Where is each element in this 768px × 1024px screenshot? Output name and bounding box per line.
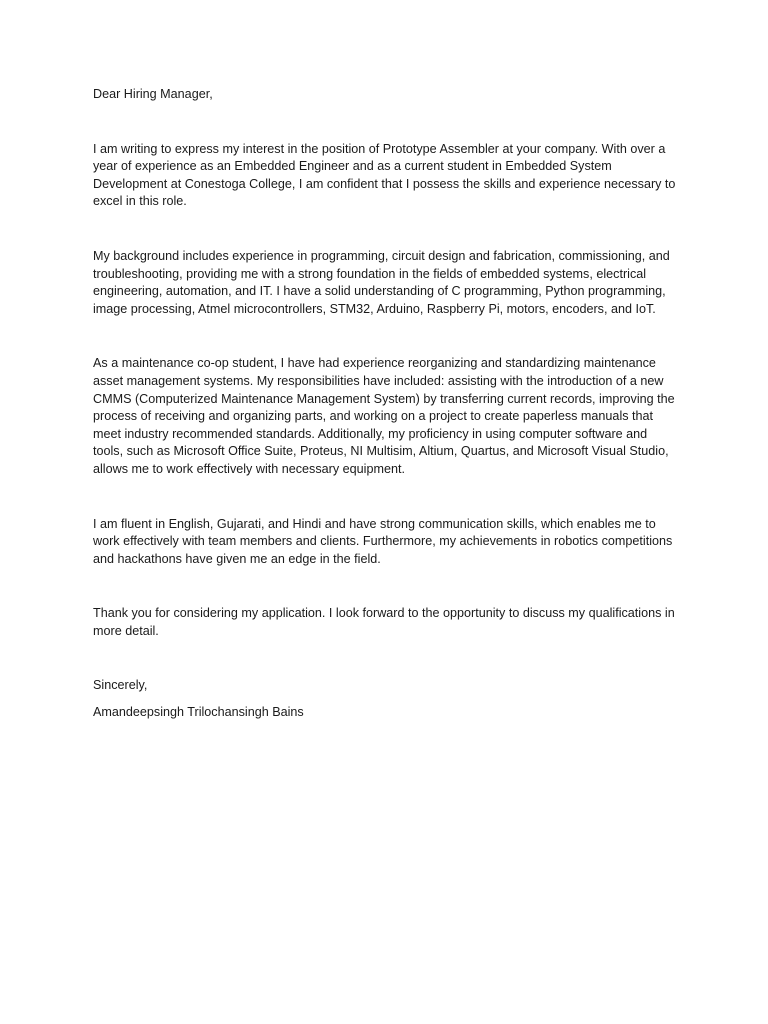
- closing: Sincerely,: [93, 678, 148, 693]
- paragraph-background: My background includes experience in programming, circuit design and fabrication, commissioning, and troubleshooting, providing me with a strong foundation in the fields of embedded systems, electrical engineering, automation, and IT. I have a solid understanding of C programming, Python programming, image processing, Atmel microcontrollers, STM32, Arduino, Raspberry Pi, motors, encoders, and IoT.: [93, 248, 670, 316]
- paragraph-thanks: Thank you for considering my application. I look forward to the opportunity to discuss my qualifications in more detail.: [93, 606, 675, 638]
- cover-letter: [93, 86, 679, 722]
- paragraph-experience: As a maintenance co-op student, I have had experience reorganizing and standardizing maintenance asset management systems. My responsibilities have included: assisting with the introduction of a new CMMS (Computerized Maintenance Management System) by transferring current records, improving the process of receiving and organizing parts, and working on a project to create paperless manuals that meet industry recommended standards. Additionally, my proficiency in using computer software and tools, such as Microsoft Office Suite, Proteus, NI Multisim, Altium, Quartus, and Microsoft Visual Studio, allows me to work effectively with necessary equipment.: [93, 356, 675, 476]
- signature-name: Amandeepsingh Trilochansingh Bains: [93, 705, 304, 720]
- paragraph-languages: I am fluent in English, Gujarati, and Hindi and have strong communication skills, which enables me to work effectively with team members and clients. Furthermore, my achievements in robotics competitions and hackathons have given me an edge in the field.: [93, 516, 673, 566]
- salutation: Dear Hiring Manager,: [93, 87, 213, 101]
- paragraph-intro: I am writing to express my interest in the position of Prototype Assembler at your company. With over a year of experience as an Embedded Engineer and as a current student in Embedded System Development at Conestoga College, I am confident that I possess the skills and experience necessary to excel in this role.: [93, 141, 676, 209]
